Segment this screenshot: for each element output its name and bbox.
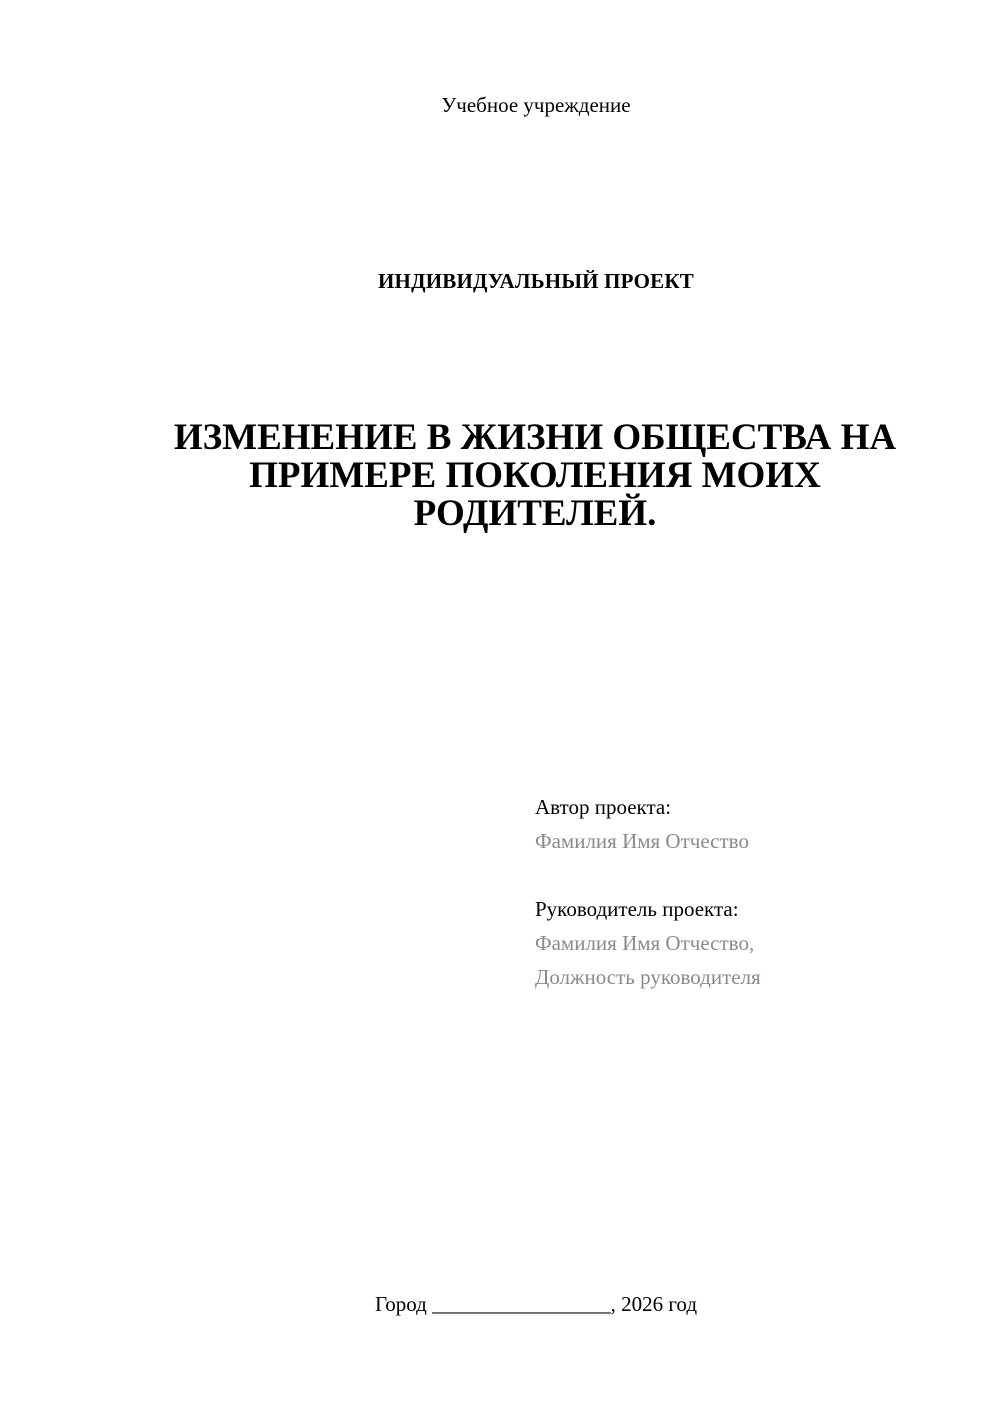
- credits-block: [535, 790, 975, 994]
- footer-year: , 2026 год: [610, 1292, 698, 1316]
- institution-name: Учебное учреждение: [441, 93, 631, 117]
- footer-city-blank: _________________: [432, 1292, 611, 1316]
- project-type-heading: ИНДИВИДУАЛЬНЫЙ ПРОЕКТ: [378, 269, 694, 293]
- footer-city-label: Город: [374, 1292, 427, 1316]
- author-name: Фамилия Имя Отчество: [535, 829, 749, 853]
- supervisor-label: Руководитель проекта:: [535, 897, 739, 921]
- project-title: ИЗМЕНЕНИЕ В ЖИЗНИ ОБЩЕСТВА НА ПРИМЕРЕ ПОКОЛЕНИЯ МОИХ РОДИТЕЛЕЙ.: [173, 417, 897, 534]
- credits-spacer: [535, 858, 975, 892]
- supervisor-name: Фамилия Имя Отчество,: [535, 931, 755, 955]
- footer-city-year: [0, 1291, 1000, 1317]
- author-label: Автор проекта:: [535, 795, 672, 819]
- supervisor-position: Должность руководителя: [535, 965, 761, 989]
